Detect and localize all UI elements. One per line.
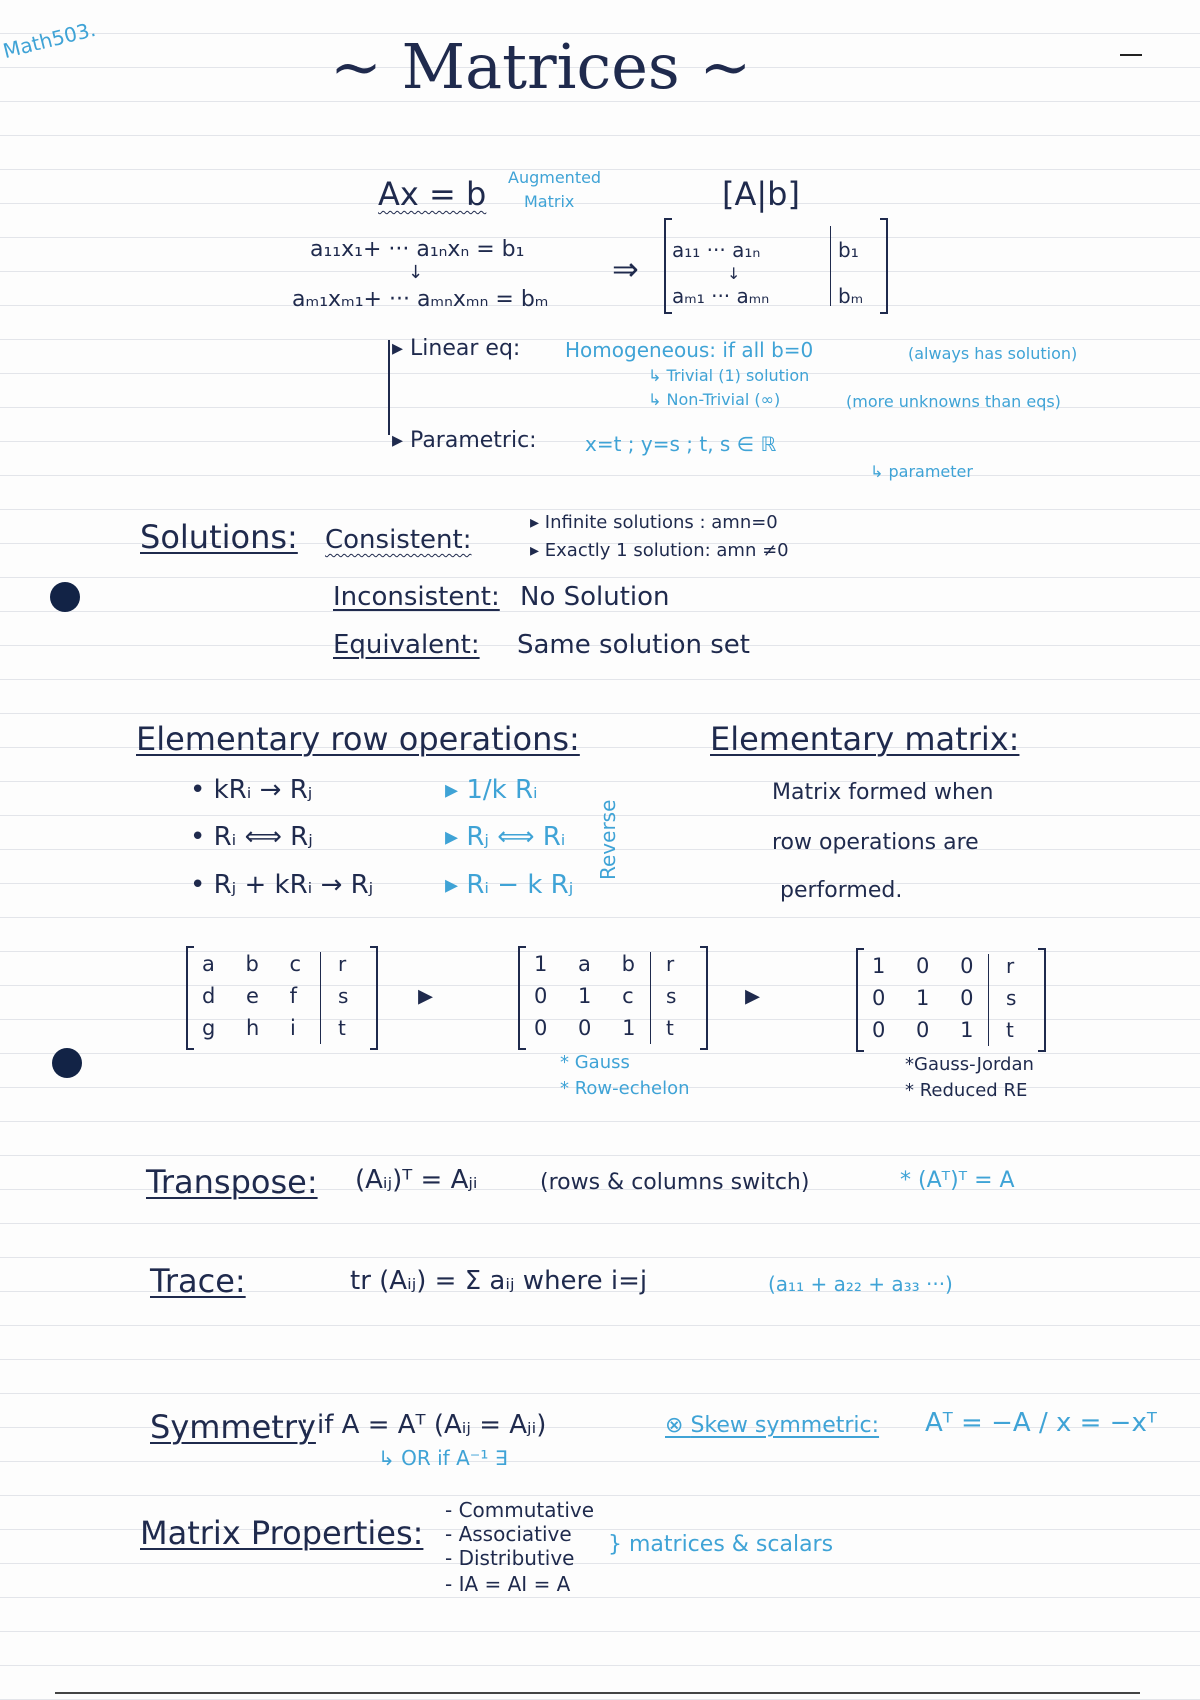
reverse-op-1: ▸ 1/k Rᵢ <box>445 775 538 805</box>
parameter-note: ↳ parameter <box>870 462 973 481</box>
properties-heading: Matrix Properties: <box>140 1514 424 1552</box>
parametric-expression: x=t ; y=s ; t, s ∈ ℝ <box>585 432 777 456</box>
skew-symmetric-label: ⊗ Skew symmetric: <box>665 1413 880 1438</box>
elementary-matrix-heading: Elementary matrix: <box>710 720 1020 758</box>
augmented-divider <box>830 226 831 306</box>
binder-hole-lower <box>52 1048 82 1078</box>
row-op-2: • Rᵢ ⟺ Rⱼ <box>190 822 313 852</box>
transpose-heading: Transpose: <box>146 1163 318 1201</box>
m3-row-1: 1 0 0 <box>872 954 986 978</box>
same-solution-set: Same solution set <box>517 630 750 660</box>
m2-rhs-2: s <box>666 984 677 1008</box>
branch-line <box>388 340 390 435</box>
transpose-formula: (Aᵢⱼ)ᵀ = Aⱼᵢ <box>355 1165 478 1195</box>
corner-dash <box>1120 54 1142 56</box>
row-ops-heading: Elementary row operations: <box>136 720 580 758</box>
matrix-label: Matrix <box>524 192 575 211</box>
em-desc-2: row operations are <box>772 830 979 855</box>
system-line-2: aₘ₁xₘ₁+ ··· aₘₙxₘₙ = bₘ <box>292 287 549 312</box>
page-bottom-line <box>55 1692 1140 1694</box>
property-identity: - IA = AI = A <box>445 1572 571 1596</box>
system-line-1: a₁₁x₁+ ··· a₁ₙxₙ = b₁ <box>310 237 525 262</box>
symmetry-or-note: ↳ OR if A⁻¹ ∃ <box>378 1446 508 1470</box>
trace-expansion: (a₁₁ + a₂₂ + a₃₃ ···) <box>768 1272 953 1296</box>
augmented-form: [A|b] <box>722 175 800 213</box>
m2-rhs-1: r <box>666 952 675 976</box>
aug-down-arrow-icon: ↓ <box>727 264 741 283</box>
transpose-identity: * (Aᵀ)ᵀ = A <box>900 1168 1015 1193</box>
m1-row-2: d e f <box>202 984 309 1008</box>
page-title: ~ Matrices ~ <box>330 30 752 103</box>
reverse-label: Reverse <box>596 799 620 880</box>
row-op-1: • kRᵢ → Rⱼ <box>190 775 313 805</box>
m3-rhs-1: r <box>1006 954 1015 978</box>
m2-rhs-3: t <box>666 1016 674 1040</box>
m1-rhs-1: r <box>338 952 347 976</box>
more-unknowns-note: (more unknowns than eqs) <box>846 392 1061 411</box>
matrix-gauss-divider <box>650 952 651 1044</box>
inconsistent-label: Inconsistent: <box>333 582 500 612</box>
parametric-label: ▸ Parametric: <box>392 428 537 453</box>
m3-rhs-2: s <box>1006 986 1017 1010</box>
transpose-note: (rows & columns switch) <box>540 1170 810 1195</box>
binder-hole-upper <box>50 582 80 612</box>
m2-row-1: 1 a b <box>534 952 647 976</box>
homogeneous-note: Homogeneous: if all b=0 <box>565 338 814 362</box>
matrix-original-divider <box>320 952 321 1044</box>
no-solution: No Solution <box>520 582 670 612</box>
em-desc-3: performed. <box>780 878 903 903</box>
m1-row-3: g h i <box>202 1016 308 1040</box>
property-commutative: - Commutative <box>445 1498 595 1522</box>
axb-equation: Ax = b <box>378 175 487 213</box>
m1-rhs-3: t <box>338 1016 346 1040</box>
aug-row-1: a₁₁ ··· a₁ₙ <box>672 238 761 262</box>
trace-formula: tr (Aᵢⱼ) = Σ aᵢⱼ where i=j <box>350 1266 648 1296</box>
row-echelon-note: * Row-echelon <box>560 1078 690 1099</box>
m3-rhs-3: t <box>1006 1018 1014 1042</box>
symmetry-heading: Symmetry <box>150 1408 316 1446</box>
exactly-one-solution: ▸ Exactly 1 solution: amn ≠0 <box>530 540 789 561</box>
property-associative: - Associative <box>445 1522 572 1546</box>
m2-row-3: 0 0 1 <box>534 1016 648 1040</box>
em-desc-1: Matrix formed when <box>772 780 994 805</box>
implies-arrow-icon: ⇒ <box>612 250 639 288</box>
infinite-solutions: ▸ Infinite solutions : amn=0 <box>530 512 778 533</box>
nontrivial-note: ↳ Non-Trivial (∞) <box>648 390 781 409</box>
trace-heading: Trace: <box>150 1262 246 1300</box>
aug-b1: b₁ <box>838 238 859 262</box>
reverse-op-3: ▸ Rᵢ − k Rⱼ <box>445 870 574 900</box>
solutions-heading: Solutions: <box>140 518 298 556</box>
trivial-note: ↳ Trivial (1) solution <box>648 366 810 385</box>
augmented-label: Augmented <box>508 168 602 187</box>
consistent-label: Consistent: <box>325 525 472 555</box>
m3-row-3: 0 0 1 <box>872 1018 986 1042</box>
m1-row-1: a b c <box>202 952 314 976</box>
symmetry-formula: : if A = Aᵀ (Aᵢⱼ = Aⱼᵢ) <box>300 1410 547 1440</box>
down-arrow-icon: ↓ <box>408 262 424 283</box>
linear-eq-label: ▸ Linear eq: <box>392 336 521 361</box>
matrix-gj-divider <box>988 954 989 1046</box>
aug-row-2: aₘ₁ ··· aₘₙ <box>672 284 770 308</box>
corner-tag: Math503. <box>0 16 99 64</box>
reverse-op-2: ▸ Rⱼ ⟺ Rᵢ <box>445 822 566 852</box>
row-op-3: • Rⱼ + kRᵢ → Rⱼ <box>190 870 374 900</box>
equivalent-label: Equivalent: <box>333 630 480 660</box>
properties-scope-note: } matrices & scalars <box>608 1532 834 1557</box>
arrow-right-icon-2: ▸ <box>745 978 761 1013</box>
gauss-jordan-note: *Gauss-Jordan <box>905 1054 1034 1075</box>
skew-formula: Aᵀ = −A / x = −xᵀ <box>925 1408 1157 1438</box>
reduced-re-note: * Reduced RE <box>905 1080 1028 1101</box>
m1-rhs-2: s <box>338 984 349 1008</box>
aug-b2: bₘ <box>838 284 864 308</box>
arrow-right-icon-1: ▸ <box>418 978 434 1013</box>
gauss-note: * Gauss <box>560 1052 630 1073</box>
m3-row-2: 0 1 0 <box>872 986 986 1010</box>
m2-row-2: 0 1 c <box>534 984 646 1008</box>
property-distributive: - Distributive <box>445 1546 575 1570</box>
always-solution-note: (always has solution) <box>908 344 1078 363</box>
